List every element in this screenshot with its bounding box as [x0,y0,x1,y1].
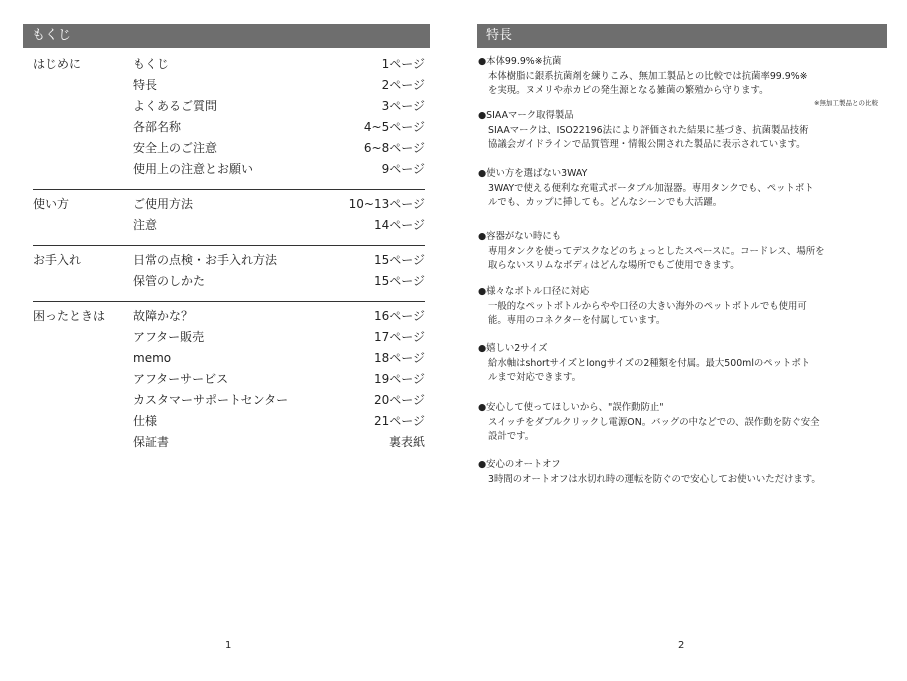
toc-row-page: 1ページ [381,57,425,71]
page-number-right: 2 [678,640,685,651]
toc-row-page: 6~8ページ [363,141,425,155]
toc-header: もくじ [23,24,430,48]
page-left [0,0,453,681]
toc-row [133,194,425,215]
toc-row-page: 14ページ [373,218,425,232]
feature-body: SIAAマークは、ISO22196法により評価された結果に基づき、抗菌製品技術 協議会ガイドラインで品質管理・情報公開された製品に表示されています。 [488,124,809,150]
feature-title: ●安心して使ってほしいから、"誤作動防止" [478,402,664,413]
toc-row [133,138,425,159]
toc-row-title: 安全上のご注意 [133,141,218,155]
toc-row-title: アフターサービス [133,372,229,386]
toc-row [133,159,425,180]
toc-row [133,96,425,117]
feature-title: ●容器がない時にも [478,231,562,242]
feature-body: 本体樹脂に銀系抗菌剤を練りこみ、無加工製品との比較では抗菌率99.9%※ を実現。ヌメリや赤カビの発生源となる雑菌の繁殖から守ります。 [488,70,808,96]
toc-row-page: 17ページ [373,330,425,344]
toc-row-page: 20ページ [373,393,425,407]
feature-title: ●様々なボトル口径に対応 [478,286,590,297]
toc-row [133,75,425,96]
toc-row [133,271,425,292]
toc-section [33,301,425,462]
toc-row [133,390,425,411]
toc-row-page: 21ページ [373,414,425,428]
toc-row-page: 16ページ [373,309,425,323]
toc-row-page: 3ページ [381,99,425,113]
toc-section [33,245,425,301]
toc-row [133,250,425,271]
features-header: 特長 [477,24,887,48]
feature-body: 専用タンクを使ってデスクなどのちょっとしたスペースに。コードレス、場所を 取らないスリムなボディはどんな場所でもご使用できます。 [488,245,825,271]
toc-section-label: お手入れ [33,253,82,267]
toc-row-title: 保証書 [133,435,170,449]
toc-row [133,54,425,75]
toc-row [133,432,425,453]
feature-body: 給水軸はshortサイズとlongサイズの2種類を付属。最大500mlのペットボト ルまで対応できます。 [488,357,811,383]
toc-section-label: 使い方 [33,197,70,211]
toc-row-title: 使用上の注意とお願い [133,162,254,176]
toc-row-page: 15ページ [373,253,425,267]
toc-row [133,306,425,327]
toc-row-page: 4~5ページ [363,120,425,134]
toc-row-title: 各部名称 [133,120,182,134]
toc-row [133,348,425,369]
toc-row-title: memo [133,351,172,365]
page-number-left: 1 [225,640,232,651]
toc-row [133,215,425,236]
toc-row-title: 仕様 [133,414,158,428]
feature-item [478,109,880,153]
toc-row [133,327,425,348]
toc-row-title: 日常の点検・お手入れ方法 [133,253,278,267]
table-of-contents [33,54,425,462]
toc-row-title: 故障かな？ [133,309,194,323]
toc-row-title: 保管のしかた [133,274,206,288]
feature-item [478,167,880,211]
toc-row-title: 注意 [133,218,158,232]
toc-row-page: 18ページ [373,351,425,365]
toc-row [133,117,425,138]
feature-item [478,285,880,329]
toc-row-page: 裏表紙 [388,435,425,449]
feature-body: 一般的なペットボトルからやや口径の大きい海外のペットボトルでも使用可 能。専用のコネクターを付属しています。 [488,300,807,326]
toc-row-page: 19ページ [373,372,425,386]
toc-row-page: 9ページ [381,162,425,176]
toc-row-title: もくじ [133,57,170,71]
toc-section-label: はじめに [33,57,82,71]
toc-row-title: アフター販売 [133,330,205,344]
feature-title: ●安心のオートオフ [478,459,561,470]
toc-section [33,189,425,245]
feature-body: 3WAYで使える便利な充電式ポータブル加湿器。専用タンクでも、ペットボト ルでも、カップに挿しても。どんなシーンでも大活躍。 [488,182,814,208]
toc-section [33,54,425,189]
feature-body: スイッチをダブルクリックし電源ON。バッグの中などでの、誤作動を防ぐ安全 設計です。 [488,416,820,442]
toc-row-page: 15ページ [373,274,425,288]
toc-row-title: 特長 [133,78,158,92]
feature-note: ※無加工製品との比較 [814,98,878,107]
toc-row [133,369,425,390]
toc-section-label: 困ったときは [33,309,106,323]
toc-row-title: よくあるご質問 [133,99,218,113]
feature-item [478,401,880,445]
toc-row-title: カスタマーサポートセンター [133,393,289,407]
feature-title: ●嬉しい2サイズ [478,343,548,354]
toc-row-page: 10~13ページ [348,197,425,211]
toc-row-page: 2ページ [381,78,425,92]
feature-item [478,55,880,108]
feature-item [478,230,880,274]
feature-title: ●使い方を選ばない3WAY [478,168,588,179]
feature-body: 3時間のオートオフは水切れ時の運転を防ぐので安心してお使いいただけます。 [488,473,821,485]
feature-item [478,342,880,386]
feature-item [478,458,880,487]
feature-title: ●SIAAマーク取得製品 [478,110,574,121]
toc-row [133,411,425,432]
feature-title: ●本体99.9%※抗菌 [478,56,562,67]
toc-row-title: ご使用方法 [133,197,194,211]
